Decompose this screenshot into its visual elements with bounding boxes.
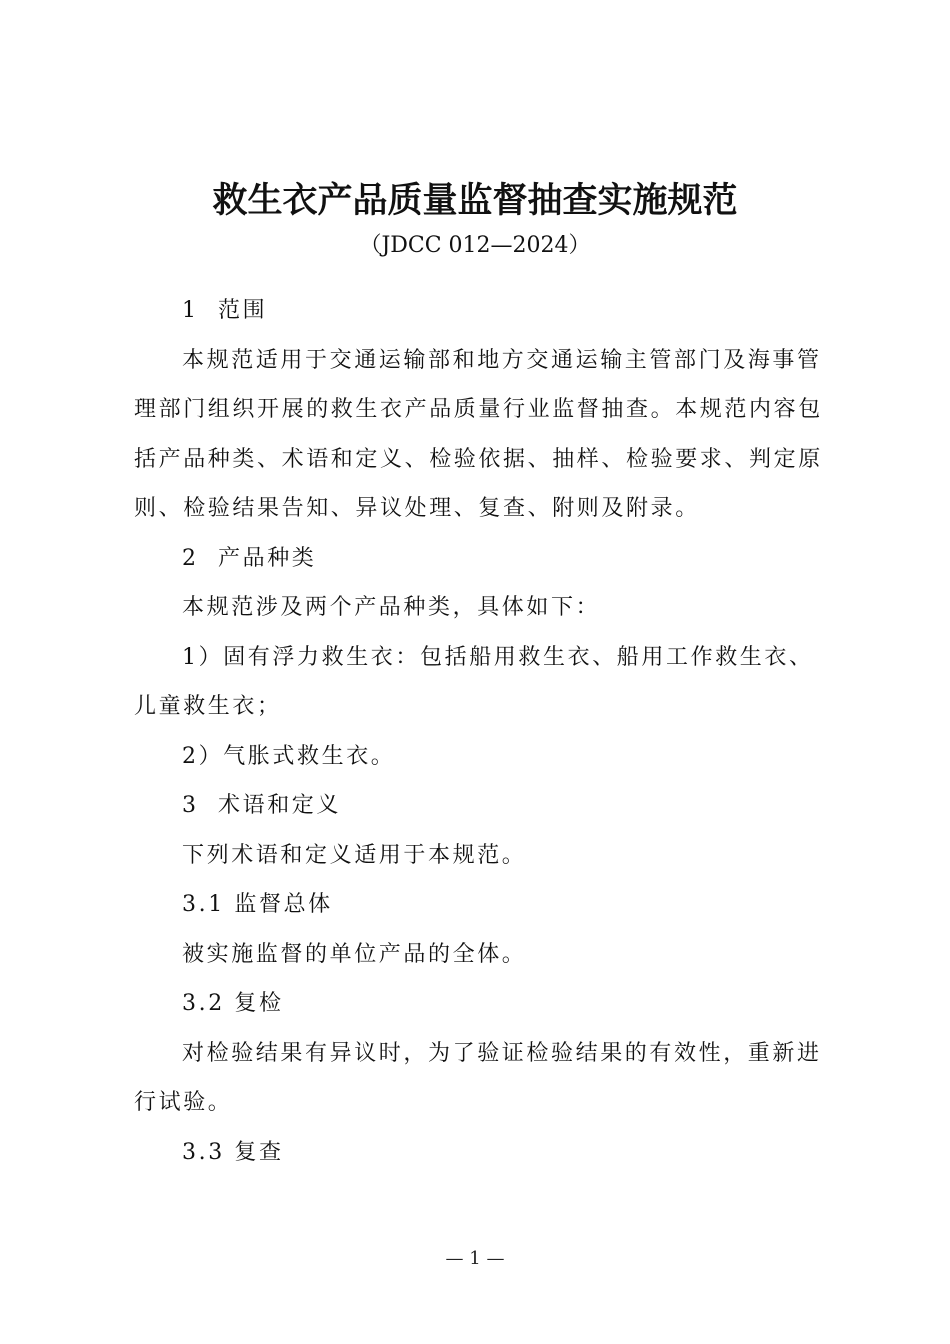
document-body (134, 286, 824, 1177)
section-number: 1 (182, 298, 199, 323)
paragraph-product-types: 本规范涉及两个产品种类，具体如下： (182, 595, 601, 620)
page-number: — 1 — (445, 1248, 505, 1269)
section-title: 术语和定义 (218, 793, 342, 818)
section-number: 2 (182, 545, 199, 571)
list-item-inherent-buoyancy: 1）固有浮力救生衣：包括船用救生衣、船用工作救生衣、儿童救生衣； (134, 644, 814, 719)
section-1-heading (134, 286, 824, 336)
paragraph-scope: 本规范适用于交通运输部和地方交通运输主管部门及海事管理部门组织开展的救生衣产品质量行业监督抽查。本规范内容包括产品种类、术语和定义、检验依据、抽样、检验要求、判定原则、检验结果告知、异议处理、复查、附则及附录。 (134, 347, 823, 521)
paragraph-3-1: 被实施监督的单位产品的全体。 (182, 941, 527, 967)
section-2-heading (134, 534, 824, 584)
section-title: 范围 (218, 298, 268, 323)
document-code: （JDCC 012—2024） (359, 233, 591, 258)
section-number: 3 (182, 793, 199, 818)
paragraph-terms-intro: 下列术语和定义适用于本规范。 (182, 842, 527, 868)
section-3-heading (134, 781, 824, 831)
subsection-3-3-heading: 3.3 复查 (182, 1139, 284, 1165)
list-item-inflatable: 2）气胀式救生衣。 (182, 743, 396, 769)
section-title: 产品种类 (218, 545, 317, 571)
subsection-3-1-heading: 3.1 监督总体 (182, 892, 333, 917)
paragraph-3-2: 对检验结果有异议时，为了验证检验结果的有效性，重新进行试验。 (134, 1040, 822, 1115)
subsection-3-2-heading: 3.2 复检 (182, 991, 284, 1016)
document-title: 救生衣产品质量监督抽查实施规范 (212, 181, 738, 221)
